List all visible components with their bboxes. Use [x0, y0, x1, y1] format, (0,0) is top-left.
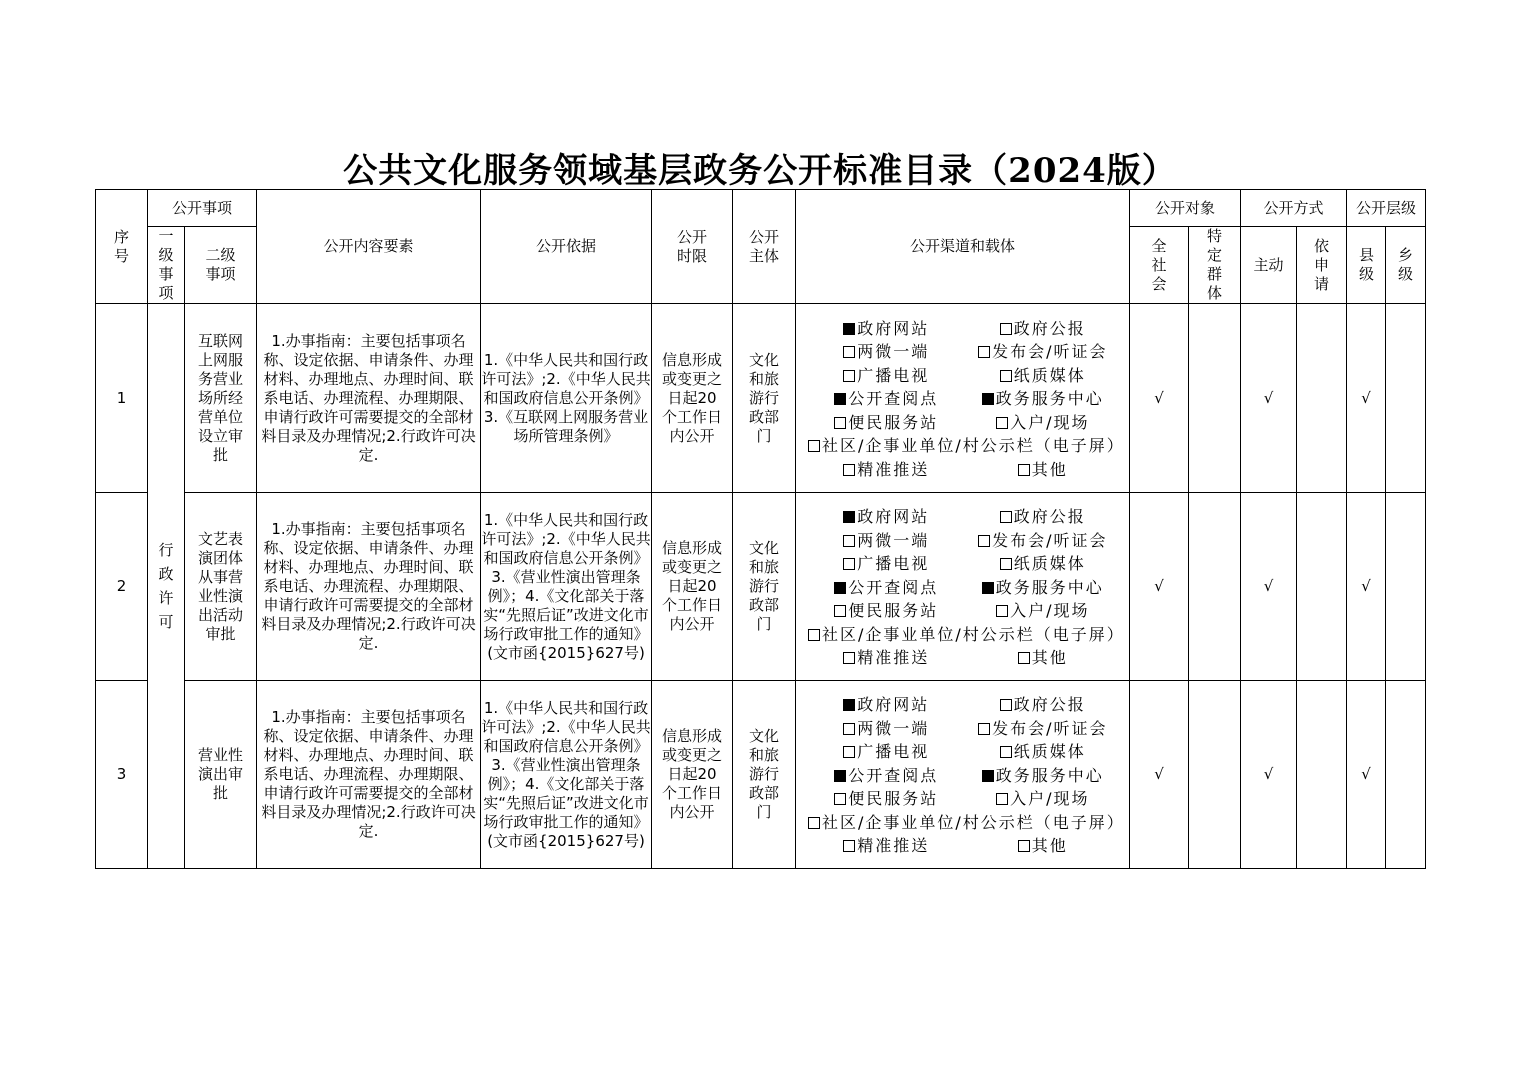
channel-label: 纸质媒体: [1013, 365, 1086, 385]
channel-community-board: [808, 625, 1125, 644]
header-level-town: 乡级: [1386, 227, 1426, 304]
header-method: 公开方式: [1241, 190, 1347, 227]
checkbox-icon: [808, 817, 820, 829]
checkbox-icon: [1000, 746, 1012, 758]
checkbox-icon: [834, 582, 846, 594]
channel-gov-website: [808, 319, 965, 338]
header-level1: 一级事项: [148, 227, 185, 304]
channel-door-to-door: [965, 601, 1122, 620]
channel-broadcast: [808, 554, 965, 573]
channel-precise-push: [808, 648, 965, 667]
channel-line: [808, 340, 1121, 364]
channel-precise-push: [808, 460, 965, 479]
checkbox-icon: [1018, 652, 1030, 664]
channel-label: 公开查阅点: [848, 765, 939, 785]
row-method-apply: [1297, 493, 1347, 681]
checkbox-icon: [843, 511, 855, 523]
channel-line: [808, 693, 1121, 717]
channel-label: 社区/企事业单位/村公示栏（电子屏）: [822, 812, 1125, 832]
channel-label: 政府公报: [1013, 695, 1086, 714]
row-subject: 文化和旅游行政部门: [733, 304, 796, 493]
checkbox-icon: [978, 346, 990, 358]
row-target-specific: [1189, 304, 1241, 493]
checkbox-icon: [843, 723, 855, 735]
checkbox-icon: [843, 370, 855, 382]
checkbox-icon: [1000, 323, 1012, 335]
checkbox-icon: [843, 323, 855, 335]
channel-label: 社区/企事业单位/村公示栏（电子屏）: [822, 624, 1125, 644]
channel-gov-bulletin: [965, 695, 1122, 714]
channel-service-station: [808, 413, 965, 432]
checkbox-icon: [978, 535, 990, 547]
channel-label: 其他: [1031, 648, 1068, 667]
channel-label: 便民服务站: [848, 412, 939, 432]
channel-press-conf: [965, 719, 1122, 738]
channel-line: [808, 434, 1125, 458]
header-channels: 公开渠道和载体: [796, 190, 1130, 304]
channel-door-to-door: [965, 413, 1122, 432]
channel-other: [965, 648, 1122, 667]
channel-paper: [965, 742, 1122, 761]
channel-line: [808, 740, 1121, 764]
checkbox-icon: [834, 605, 846, 617]
header-subject: 公开主体: [733, 190, 796, 304]
channel-reading-point: [808, 766, 965, 785]
row-level2: 文艺表演团体从事营业性演出活动审批: [185, 493, 257, 681]
channel-gov-website: [808, 507, 965, 526]
channel-press-conf: [965, 342, 1122, 361]
channel-label: 政府网站: [857, 695, 930, 714]
channel-line: [808, 505, 1121, 529]
channel-label: 入户/现场: [1010, 412, 1090, 432]
channel-line: [808, 763, 1121, 787]
channel-line: [808, 552, 1121, 576]
channel-label: 政府网站: [857, 507, 930, 526]
row-channels: [796, 681, 1130, 869]
row-level-town: [1386, 304, 1426, 493]
channel-other: [965, 836, 1122, 855]
row-level-county: √: [1347, 304, 1386, 493]
row-level-county: √: [1347, 681, 1386, 869]
checkbox-icon: [982, 770, 994, 782]
header-level-county: 县级: [1347, 227, 1386, 304]
row-level-town: [1386, 493, 1426, 681]
row-timelimit: 信息形成或变更之日起20个工作日内公开: [652, 304, 733, 493]
channel-label: 政府公报: [1013, 507, 1086, 526]
channel-label: 两微一端: [857, 342, 930, 361]
channel-gov-bulletin: [965, 507, 1122, 526]
row-timelimit: 信息形成或变更之日起20个工作日内公开: [652, 493, 733, 681]
channel-label: 两微一端: [857, 530, 930, 550]
checkbox-icon: [808, 629, 820, 641]
row-target-all: √: [1130, 304, 1189, 493]
catalog-table: [95, 189, 1426, 869]
level1-item: 行政许可: [148, 304, 185, 869]
row-seq: 2: [96, 493, 148, 681]
channel-label: 发布会/听证会: [992, 530, 1108, 550]
checkbox-icon: [843, 746, 855, 758]
channel-label: 其他: [1031, 836, 1068, 855]
row-target-all: √: [1130, 681, 1189, 869]
table-row: [96, 681, 1426, 869]
row-target-specific: [1189, 493, 1241, 681]
channel-line: [808, 599, 1121, 623]
checkbox-icon: [982, 582, 994, 594]
channel-label: 社区/企事业单位/村公示栏（电子屏）: [822, 436, 1125, 455]
row-timelimit: 信息形成或变更之日起20个工作日内公开: [652, 681, 733, 869]
channel-line: [808, 387, 1121, 411]
channel-service-center: [965, 578, 1122, 597]
channel-label: 发布会/听证会: [992, 718, 1108, 738]
channel-precise-push: [808, 836, 965, 855]
channel-line: [808, 575, 1121, 599]
header-target-specific: 特定群体: [1189, 227, 1241, 304]
channel-label: 入户/现场: [1010, 789, 1090, 808]
checkbox-icon: [843, 464, 855, 476]
channel-paper: [965, 366, 1122, 385]
header-level2: 二级事项: [185, 227, 257, 304]
channel-gov-bulletin: [965, 319, 1122, 338]
channel-label: 广播电视: [857, 365, 930, 385]
channel-reading-point: [808, 389, 965, 408]
header-level: 公开层级: [1347, 190, 1426, 227]
row-content: 1.办事指南：主要包括事项名称、设定依据、申请条件、办理材料、办理地点、办理时间、联系电话、办理流程、办理期限、申请行政许可需要提交的全部材料目录及办理情况;2.行政许可决定.: [257, 493, 481, 681]
channel-community-board: [808, 436, 1125, 455]
channel-line: [808, 834, 1121, 858]
header-method-apply: 依申请: [1297, 227, 1347, 304]
row-method-apply: [1297, 304, 1347, 493]
checkbox-icon: [834, 417, 846, 429]
channel-label: 精准推送: [857, 648, 930, 667]
channel-service-center: [965, 766, 1122, 785]
checkbox-icon: [834, 770, 846, 782]
row-basis: 1.《中华人民共和国行政许可法》;2.《中华人民共和国政府信息公开条例》3.《营业性演出管理条例》；4.《文化部关于落实“先照后证”改进文化市场行政审批工作的通知》(文市函{2015}627号): [481, 681, 652, 869]
header-seq: 序号: [96, 190, 148, 304]
row-method-active: √: [1241, 681, 1297, 869]
channel-label: 精准推送: [857, 836, 930, 855]
channel-label: 便民服务站: [848, 601, 939, 620]
checkbox-icon: [843, 346, 855, 358]
checkbox-icon: [996, 605, 1008, 617]
checkbox-icon: [996, 417, 1008, 429]
page-title: 公共文化服务领域基层政务公开标准目录（2024版）: [343, 151, 1177, 191]
channel-label: 政府公报: [1013, 318, 1086, 338]
channel-label: 广播电视: [857, 554, 930, 573]
checkbox-icon: [982, 393, 994, 405]
channel-line: [808, 410, 1121, 434]
channel-label: 纸质媒体: [1013, 742, 1086, 761]
channel-label: 政府网站: [857, 318, 930, 338]
channel-line: [808, 810, 1125, 834]
channel-label: 发布会/听证会: [992, 342, 1108, 361]
channel-gov-website: [808, 695, 965, 714]
checkbox-icon: [843, 699, 855, 711]
checkbox-icon: [996, 793, 1008, 805]
channel-label: 其他: [1031, 459, 1068, 479]
channel-line: [808, 457, 1121, 481]
channel-door-to-door: [965, 789, 1122, 808]
checkbox-icon: [1000, 511, 1012, 523]
header-timelimit: 公开时限: [652, 190, 733, 304]
channel-press-conf: [965, 531, 1122, 550]
checkbox-icon: [843, 652, 855, 664]
table-row: [96, 493, 1426, 681]
checkbox-icon: [808, 440, 820, 452]
row-seq: 3: [96, 681, 148, 869]
channel-service-station: [808, 789, 965, 808]
channel-label: 政务服务中心: [995, 389, 1104, 408]
row-seq: 1: [96, 304, 148, 493]
channel-reading-point: [808, 578, 965, 597]
checkbox-icon: [1000, 699, 1012, 711]
header-items: 公开事项: [148, 190, 257, 227]
checkbox-icon: [1018, 840, 1030, 852]
table-row: [96, 304, 1426, 493]
checkbox-icon: [843, 558, 855, 570]
channel-broadcast: [808, 742, 965, 761]
channel-two-micro: [808, 719, 965, 738]
row-method-apply: [1297, 681, 1347, 869]
channel-label: 入户/现场: [1010, 601, 1090, 620]
row-subject: 文化和旅游行政部门: [733, 493, 796, 681]
checkbox-icon: [1000, 558, 1012, 570]
header-target: 公开对象: [1130, 190, 1241, 227]
row-channels: [796, 304, 1130, 493]
row-basis: 1.《中华人民共和国行政许可法》;2.《中华人民共和国政府信息公开条例》3.《互联网上网服务营业场所管理条例》: [481, 304, 652, 493]
checkbox-icon: [843, 840, 855, 852]
row-subject: 文化和旅游行政部门: [733, 681, 796, 869]
channel-label: 两微一端: [857, 718, 930, 738]
row-target-specific: [1189, 681, 1241, 869]
channel-line: [808, 622, 1125, 646]
checkbox-icon: [1000, 370, 1012, 382]
header-method-active: 主动: [1241, 227, 1297, 304]
channel-label: 政务服务中心: [995, 765, 1104, 785]
channel-label: 纸质媒体: [1013, 554, 1086, 573]
row-content: 1.办事指南：主要包括事项名称、设定依据、申请条件、办理材料、办理地点、办理时间、联系电话、办理流程、办理期限、申请行政许可需要提交的全部材料目录及办理情况;2.行政许可决定.: [257, 681, 481, 869]
channel-line: [808, 787, 1121, 811]
channel-service-center: [965, 389, 1122, 408]
channel-label: 广播电视: [857, 742, 930, 761]
channel-other: [965, 460, 1122, 479]
channel-line: [808, 716, 1121, 740]
checkbox-icon: [834, 393, 846, 405]
row-target-all: √: [1130, 493, 1189, 681]
row-level2: 营业性演出审批: [185, 681, 257, 869]
channel-service-station: [808, 601, 965, 620]
row-content: 1.办事指南：主要包括事项名称、设定依据、申请条件、办理材料、办理地点、办理时间、联系电话、办理流程、办理期限、申请行政许可需要提交的全部材料目录及办理情况;2.行政许可决定.: [257, 304, 481, 493]
channel-label: 精准推送: [857, 459, 930, 479]
channel-broadcast: [808, 366, 965, 385]
channel-line: [808, 363, 1121, 387]
checkbox-icon: [843, 535, 855, 547]
header-target-all: 全社会: [1130, 227, 1189, 304]
row-method-active: √: [1241, 304, 1297, 493]
channel-line: [808, 528, 1121, 552]
row-level-town: [1386, 681, 1426, 869]
channel-label: 公开查阅点: [848, 389, 939, 408]
channel-label: 政务服务中心: [995, 577, 1104, 597]
channel-line: [808, 646, 1121, 670]
row-channels: [796, 493, 1130, 681]
channel-two-micro: [808, 342, 965, 361]
checkbox-icon: [834, 793, 846, 805]
row-level-county: √: [1347, 493, 1386, 681]
checkbox-icon: [1018, 464, 1030, 476]
channel-paper: [965, 554, 1122, 573]
channel-label: 公开查阅点: [848, 577, 939, 597]
channel-community-board: [808, 813, 1125, 832]
header-content: 公开内容要素: [257, 190, 481, 304]
row-method-active: √: [1241, 493, 1297, 681]
channel-two-micro: [808, 531, 965, 550]
header-basis: 公开依据: [481, 190, 652, 304]
channel-line: [808, 316, 1121, 340]
checkbox-icon: [978, 723, 990, 735]
row-level2: 互联网上网服务营业场所经营单位设立审批: [185, 304, 257, 493]
row-basis: 1.《中华人民共和国行政许可法》;2.《中华人民共和国政府信息公开条例》3.《营业性演出管理条例》；4.《文化部关于落实“先照后证”改进文化市场行政审批工作的通知》(文市函{2015}627号): [481, 493, 652, 681]
channel-label: 便民服务站: [848, 789, 939, 808]
